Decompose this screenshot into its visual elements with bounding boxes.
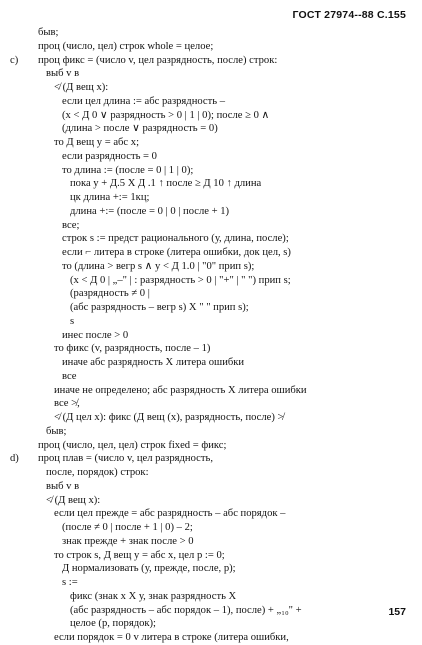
code-line: [0, 452, 422, 466]
code-text: Д нормализовать (у, прежде, после, р);: [62, 563, 236, 575]
code-line: [0, 466, 422, 480]
code-line: [0, 329, 422, 343]
code-line: [0, 287, 422, 301]
code-text: строк s := предст рационального (у, длина, после);: [62, 233, 289, 245]
code-text: (длина > после ∨ разрядность = 0): [62, 123, 218, 135]
code-line: [0, 81, 422, 95]
code-line: [0, 219, 422, 233]
code-text: то фикс (v, разрядность, после – 1): [54, 343, 211, 355]
code-line: [0, 397, 422, 411]
code-line: [0, 480, 422, 494]
code-line: [0, 507, 422, 521]
code-line: [0, 40, 422, 54]
code-text: после, порядок) строк:: [46, 467, 149, 478]
code-text: ≮ (Д вещ х):: [46, 494, 101, 506]
code-line: [0, 246, 422, 260]
code-text: целое (р, порядок);: [70, 618, 156, 630]
code-line: [0, 67, 422, 81]
code-line: [0, 631, 422, 645]
item-marker: c): [10, 54, 19, 66]
code-text: если цел длина := абс разрядность –: [62, 95, 226, 107]
code-text: все;: [62, 219, 80, 231]
code-text: ≮ (Д вещ х):: [54, 82, 109, 93]
code-line: [0, 301, 422, 315]
code-text: выб v в: [46, 480, 80, 492]
code-line: [0, 521, 422, 535]
code-line: [0, 26, 422, 40]
code-line: [0, 232, 422, 246]
code-text: знак прежде + знак после > 0: [62, 535, 194, 547]
code-text: то (длина > вегр s ∧ у < Д 1.0 | "0" прип s);: [62, 260, 255, 272]
code-line: [0, 617, 422, 631]
code-line: [0, 177, 422, 191]
code-line: [0, 54, 422, 68]
code-line: [0, 136, 422, 150]
code-text: (абс разрядность – вегр s) X " " прип s);: [70, 302, 249, 313]
code-line: [0, 411, 422, 425]
code-text: если разрядность = 0: [62, 150, 157, 162]
code-text: быв;: [38, 27, 59, 38]
item-marker: d): [10, 453, 19, 465]
code-line: [0, 95, 422, 109]
code-line: [0, 122, 422, 136]
code-text: проц фикс = (число v, цел разрядность, после) строк:: [38, 54, 278, 66]
code-text: фикс (знак х X у, знак разрядность X: [70, 590, 237, 602]
code-listing: [0, 26, 422, 645]
code-text: если цел прежде = абс разрядность – абс порядок –: [54, 508, 286, 520]
code-text: инес после > 0: [62, 329, 129, 341]
code-text: иначе не определено; абс разрядность X литера ошибки: [54, 384, 307, 396]
code-line: [0, 562, 422, 576]
code-line: [0, 604, 422, 618]
code-text: если порядок = 0 v литера в строке (литера ошибки,: [54, 632, 289, 643]
page-header: ГОСТ 27974--88 С.155: [292, 9, 406, 21]
code-line: [0, 576, 422, 590]
code-line: [0, 191, 422, 205]
code-line: [0, 164, 422, 178]
code-line: [0, 342, 422, 356]
code-text: пока у + Д.5 X Д .1 ↑ после ≥ Д 10 ↑ длина: [70, 178, 262, 190]
code-text: проц (число, цел, цел) строк fixed = фикс;: [38, 439, 227, 451]
code-text: s :=: [62, 577, 78, 588]
code-line: [0, 439, 422, 453]
code-text: выб v в: [46, 68, 80, 80]
code-line: [0, 150, 422, 164]
code-text: быв;: [46, 425, 67, 437]
page-number: 157: [388, 606, 406, 618]
code-text: (абс разрядность – абс порядок – 1), после) + „₁₀" +: [70, 604, 302, 616]
code-line: [0, 205, 422, 219]
code-text: если ⌐ литера в строке (литера ошибки, док цел, s): [62, 247, 291, 258]
code-text: то длина := (после = 0 | 1 | 0);: [62, 164, 194, 176]
code-line: [0, 315, 422, 329]
code-line: [0, 370, 422, 384]
code-line: [0, 549, 422, 563]
code-text: (x < Д 0 | „–" | : разрядность > 0 | "+" | " ") прип s;: [70, 274, 291, 286]
code-text: все ≯,: [54, 398, 80, 410]
code-line: [0, 535, 422, 549]
code-line: [0, 590, 422, 604]
code-text: s: [70, 315, 75, 327]
code-line: [0, 260, 422, 274]
code-line: [0, 109, 422, 123]
code-text: ≮ (Д цел х): фикс (Д вещ (х), разрядность, после) ≯: [54, 412, 284, 423]
code-text: (разрядность ≠ 0 |: [70, 288, 150, 300]
code-line: [0, 425, 422, 439]
code-text: то Д вещ у = абс х;: [54, 137, 140, 148]
code-text: длина +:= (после = 0 | 0 | после + 1): [70, 205, 230, 217]
code-text: то строк s, Д вещ у = абс х, цел р := 0;: [54, 549, 225, 561]
code-line: [0, 356, 422, 370]
code-text: все: [62, 370, 77, 382]
code-text: цк длина +:= 1кц;: [70, 192, 150, 203]
code-line: [0, 274, 422, 288]
code-line: [0, 384, 422, 398]
code-text: (после ≠ 0 | после + 1 | 0) – 2;: [62, 522, 193, 533]
code-text: (x < Д 0 ∨ разрядность > 0 | 1 | 0); после ≥ 0 ∧: [62, 109, 270, 121]
code-line: [0, 494, 422, 508]
code-text: проц плав = (число v, цел разрядность,: [38, 453, 213, 465]
code-text: проц (число, цел) строк whole = целое;: [38, 40, 214, 52]
code-text: иначе абс разрядность X литера ошибки: [62, 357, 245, 368]
